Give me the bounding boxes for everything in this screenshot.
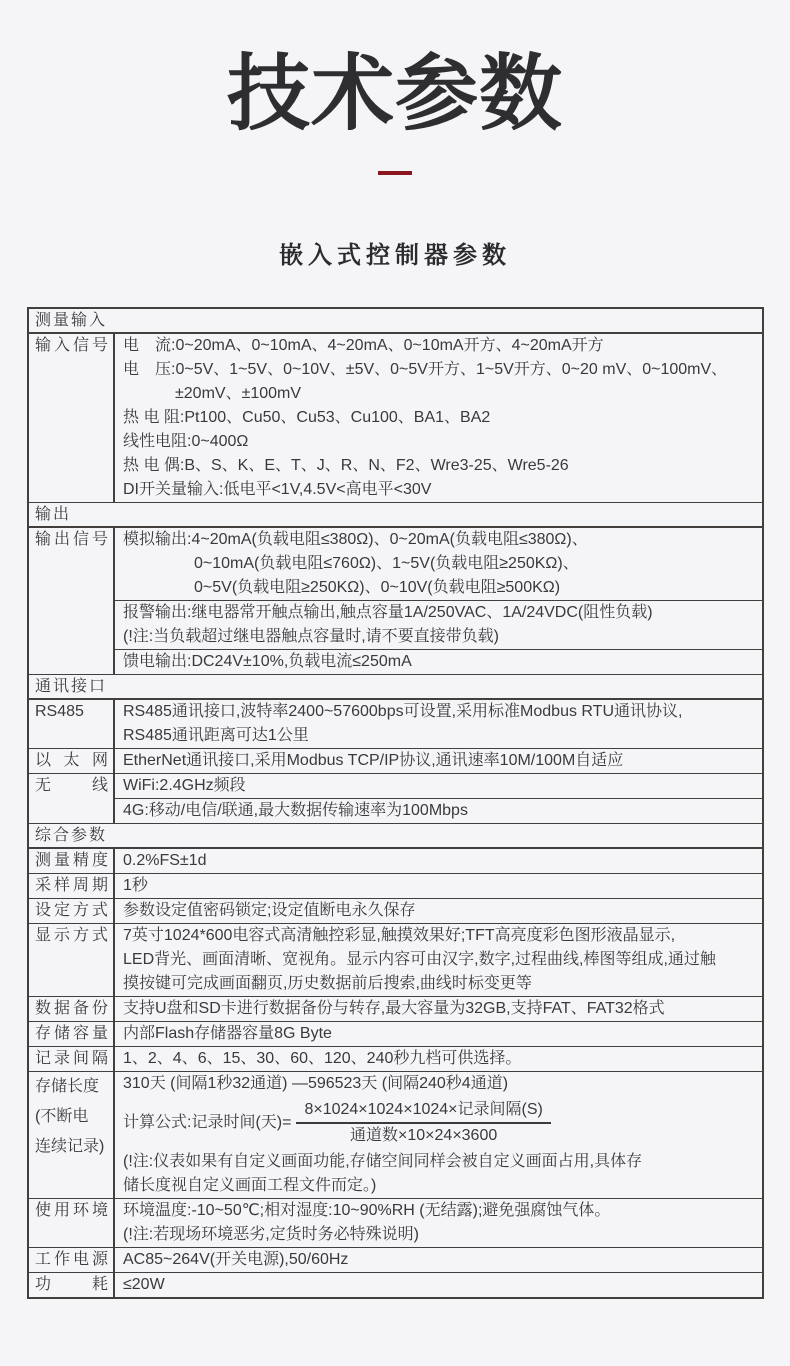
spec-line: AC85~264V(开关电源),50/60Hz bbox=[123, 1251, 349, 1269]
power-supply-label: 工作电源 bbox=[28, 1248, 114, 1273]
spec-line: 环境温度:-10~50℃;相对湿度:10~90%RH (无结露);避免强腐蚀气体。 bbox=[123, 1202, 611, 1220]
power-consumption-label: 功 耗 bbox=[28, 1273, 114, 1299]
capacity-label: 存储容量 bbox=[28, 1022, 114, 1047]
row-capacity bbox=[28, 1022, 763, 1047]
spec-line: 线性电阻:0~400Ω bbox=[123, 433, 249, 451]
spec-line: EtherNet通讯接口,采用Modbus TCP/IP协议,通讯速率10M/100M自适应 bbox=[123, 752, 624, 770]
rs485-label: RS485 bbox=[28, 699, 114, 749]
row-backup bbox=[28, 997, 763, 1022]
row-rs485 bbox=[28, 699, 763, 749]
setting-value bbox=[114, 899, 763, 924]
row-power-supply bbox=[28, 1248, 763, 1273]
spec-line: 0~5V(负载电阻≥250KΩ)、0~10V(负载电阻≥500KΩ) bbox=[194, 579, 561, 597]
row-wireless-wifi bbox=[28, 774, 763, 799]
spec-line: 1、2、4、6、15、30、60、120、240秒九档可供选择。 bbox=[123, 1050, 522, 1068]
output-analog-value bbox=[114, 527, 763, 601]
wireless-4g-value bbox=[114, 799, 763, 824]
storage-value bbox=[114, 1072, 763, 1199]
section-output bbox=[28, 503, 763, 528]
display-value bbox=[114, 924, 763, 997]
spec-line: LED背光、画面清晰、宽视角。显示内容可由汉字,数字,过程曲线,棒图等组成,通过触 bbox=[123, 951, 716, 969]
row-display bbox=[28, 924, 763, 997]
spec-line: 热 电 阻:Pt100、Cu50、Cu53、Cu100、BA1、BA2 bbox=[123, 409, 491, 427]
setting-label: 设定方式 bbox=[28, 899, 114, 924]
output-signal-label: 输出信号 bbox=[28, 527, 114, 675]
section-comm bbox=[28, 675, 763, 700]
ethernet-value bbox=[114, 749, 763, 774]
spec-line: 馈电输出:DC24V±10%,负载电流≤250mA bbox=[123, 653, 412, 671]
capacity-value bbox=[114, 1022, 763, 1047]
row-interval bbox=[28, 1047, 763, 1072]
sampling-label: 采样周期 bbox=[28, 874, 114, 899]
display-label: 显示方式 bbox=[28, 924, 114, 997]
section-header: 通讯接口 bbox=[28, 675, 763, 700]
spec-line: 电 压:0~5V、1~5V、0~10V、±5V、0~5V开方、1~5V开方、0~20 mV、0~100mV、 bbox=[123, 361, 728, 379]
sampling-value bbox=[114, 874, 763, 899]
row-environment bbox=[28, 1199, 763, 1248]
spec-line: DI开关量输入:低电平<1V,4.5V<高电平<30V bbox=[123, 481, 432, 499]
spec-line: ≤20W bbox=[123, 1276, 165, 1294]
spec-line: 内部Flash存储器容量8G Byte bbox=[123, 1025, 332, 1043]
accuracy-value bbox=[114, 848, 763, 874]
row-output-signal-alarm bbox=[28, 601, 763, 650]
row-accuracy bbox=[28, 848, 763, 874]
rs485-value bbox=[114, 699, 763, 749]
spec-line: RS485通讯距离可达1公里 bbox=[123, 727, 309, 745]
wireless-wifi-value bbox=[114, 774, 763, 799]
spec-line: 模拟输出:4~20mA(负载电阻≤380Ω)、0~20mA(负载电阻≤380Ω)、 bbox=[123, 531, 588, 549]
spec-line: 7英寸1024*600电容式高清触控彩显,触摸效果好;TFT高亮度彩色图形液晶显示, bbox=[123, 927, 676, 945]
formula-denominator: 通道数×10×24×3600 bbox=[350, 1127, 498, 1145]
row-storage bbox=[28, 1072, 763, 1199]
spec-line: RS485通讯接口,波特率2400~57600bps可设置,采用标准Modbus RTU通讯协议, bbox=[123, 703, 683, 721]
row-sampling bbox=[28, 874, 763, 899]
spec-table bbox=[27, 307, 764, 1299]
input-signal-value bbox=[114, 333, 763, 503]
storage-label: 存储长度 (不断电 连续记录) bbox=[28, 1072, 114, 1199]
section-header: 输出 bbox=[28, 503, 763, 528]
section-header: 测量输入 bbox=[28, 308, 763, 333]
spec-line: 参数设定值密码锁定;设定值断电永久保存 bbox=[123, 902, 416, 920]
storage-formula bbox=[123, 1099, 754, 1147]
output-feed-value bbox=[114, 650, 763, 675]
environment-label: 使用环境 bbox=[28, 1199, 114, 1248]
row-output-signal-feed bbox=[28, 650, 763, 675]
spec-line: 0~10mA(负载电阻≤760Ω)、1~5V(负载电阻≥250KΩ)、 bbox=[194, 555, 579, 573]
formula-fraction bbox=[296, 1099, 550, 1147]
spec-line: 储长度视自定义画面工程文件而定。) bbox=[123, 1177, 377, 1195]
backup-label: 数据备份 bbox=[28, 997, 114, 1022]
interval-label: 记录间隔 bbox=[28, 1047, 114, 1072]
spec-line: 电 流:0~20mA、0~10mA、4~20mA、0~10mA开方、4~20mA开方 bbox=[123, 337, 604, 355]
wireless-label: 无线 bbox=[28, 774, 114, 824]
spec-line: 310天 (间隔1秒32通道) —596523天 (间隔240秒4通道) bbox=[123, 1075, 509, 1093]
formula-numerator: 8×1024×1024×1024×记录间隔(S) bbox=[296, 1099, 550, 1124]
spec-line: 热 电 偶:B、S、K、E、T、J、R、N、F2、Wre3-25、Wre5-26 bbox=[123, 457, 569, 475]
section-general bbox=[28, 824, 763, 849]
input-signal-label: 输入信号 bbox=[28, 333, 114, 503]
spec-line: WiFi:2.4GHz频段 bbox=[123, 777, 246, 795]
title-accent-divider bbox=[378, 171, 412, 175]
row-ethernet bbox=[28, 749, 763, 774]
row-output-signal-analog bbox=[28, 527, 763, 601]
accuracy-label: 测量精度 bbox=[28, 848, 114, 874]
environment-value bbox=[114, 1199, 763, 1248]
row-power-consumption bbox=[28, 1273, 763, 1299]
row-setting bbox=[28, 899, 763, 924]
spec-line: (!注:若现场环境恶劣,定货时务必特殊说明) bbox=[123, 1226, 419, 1244]
spec-line: 0.2%FS±1d bbox=[123, 852, 207, 870]
spec-line: 支持U盘和SD卡进行数据备份与转存,最大容量为32GB,支持FAT、FAT32格式 bbox=[123, 1000, 665, 1018]
spec-line: ±20mV、±100mV bbox=[175, 385, 302, 403]
section-measure-input bbox=[28, 308, 763, 333]
spec-line: (!注:当负载超过继电器触点容量时,请不要直接带负载) bbox=[123, 628, 499, 646]
power-consumption-value bbox=[114, 1273, 763, 1299]
section-header: 综合参数 bbox=[28, 824, 763, 849]
output-alarm-value bbox=[114, 601, 763, 650]
row-input-signal bbox=[28, 333, 763, 503]
page-subtitle: 嵌入式控制器参数 bbox=[279, 242, 511, 270]
spec-line: 摸按键可完成画面翻页,历史数据前后搜索,曲线时标变更等 bbox=[123, 975, 532, 993]
page-title: 技术参数 bbox=[227, 47, 563, 140]
interval-value bbox=[114, 1047, 763, 1072]
formula-prefix: 计算公式:记录时间(天)= bbox=[123, 1114, 292, 1132]
spec-line: 1秒 bbox=[123, 877, 148, 895]
backup-value bbox=[114, 997, 763, 1022]
spec-line: 4G:移动/电信/联通,最大数据传输速率为100Mbps bbox=[123, 802, 468, 820]
ethernet-label: 以太网 bbox=[28, 749, 114, 774]
row-wireless-4g bbox=[28, 799, 763, 824]
spec-line: 报警输出:继电器常开触点输出,触点容量1A/250VAC、1A/24VDC(阻性负载) bbox=[123, 604, 653, 622]
power-supply-value bbox=[114, 1248, 763, 1273]
spec-line: (!注:仪表如果有自定义画面功能,存储空间同样会被自定义画面占用,具体存 bbox=[123, 1153, 643, 1171]
